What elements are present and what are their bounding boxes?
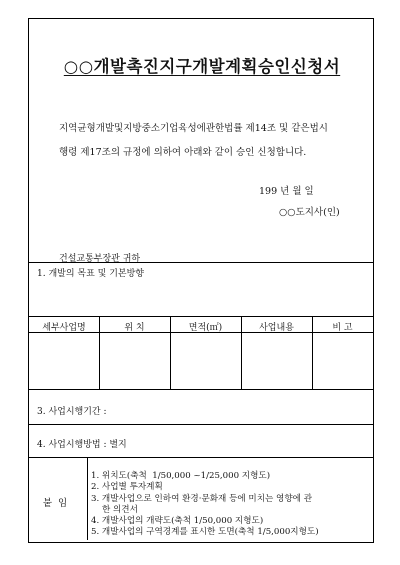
col-header-content: 사업내용: [259, 323, 294, 333]
list-item: 2. 사업별 투자계획: [91, 482, 163, 493]
col-header-area: 면적(㎡): [188, 323, 223, 333]
section-period: 3. 사업시행기간 :: [37, 407, 107, 417]
divider: [29, 424, 373, 425]
attachment-label: 붙임: [42, 498, 74, 509]
list-item: 4. 개발사업의 개략도(축척 1/50,000 지형도): [91, 516, 264, 527]
attachment-list: [91, 471, 371, 539]
col-header-location: 위 치: [124, 323, 145, 333]
list-item: 5. 개발사업의 구역경계를 표시한 도면(축척 1/5,000지형도): [91, 527, 319, 538]
intro-line-1: 지역균형개발및지방중소기업육성에관한법률 제14조 및 같은법시: [59, 123, 328, 134]
table-bottom-border: [29, 389, 373, 390]
table-top-border: [29, 316, 373, 317]
form-title: ○○개발촉진지구개발계획승인신청서: [63, 57, 341, 76]
list-item: 한 의견서: [91, 504, 138, 515]
applicant-signature: ○○도지사(인): [279, 207, 340, 218]
divider: [29, 457, 373, 458]
attachment-divider: [87, 457, 88, 540]
col-header-project: 세부사업명: [42, 323, 86, 333]
date-line: 199 년 월 일: [259, 186, 314, 197]
list-item: 3. 개발사업으로 인하여 환경·문화재 등에 미치는 영향에 관: [91, 493, 312, 504]
intro-text: [59, 117, 369, 165]
form-frame: [28, 18, 374, 543]
list-item: 1. 위치도(축척 1/50,000 ~1/25,000 지형도): [91, 471, 271, 481]
section-goals: 1. 개발의 목표 및 기본방향: [37, 269, 144, 279]
col-header-remarks: 비 고: [332, 323, 353, 333]
section-method: 4. 사업시행방법 : 별지: [37, 440, 127, 450]
addressee: 건설교통부장관 귀하: [59, 254, 141, 264]
intro-line-2: 행령 제17조의 규정에 의하여 아래와 같이 승인 신청합니다.: [59, 147, 307, 158]
divider: [29, 262, 373, 263]
